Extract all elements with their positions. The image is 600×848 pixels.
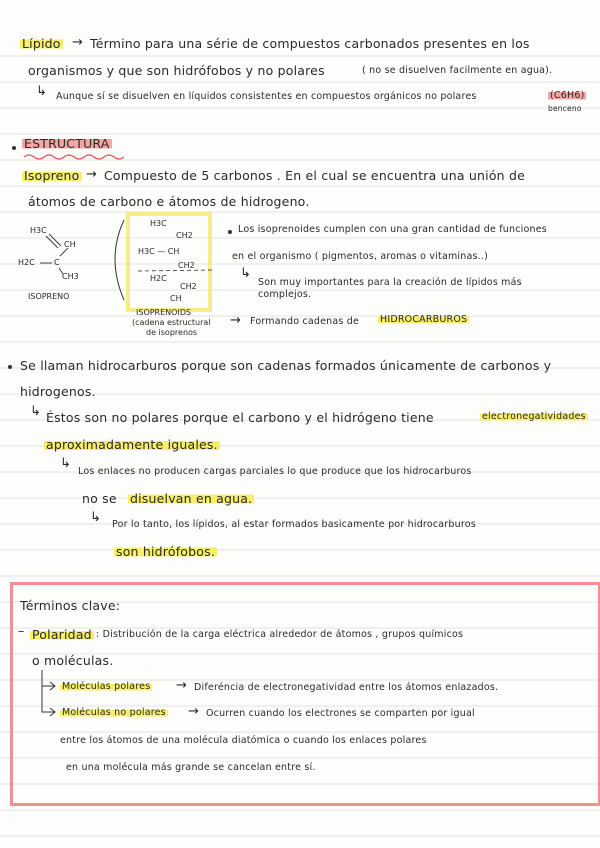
isoprenoid-sublabel: (cadena estructural (132, 318, 211, 327)
estructura-heading: ESTRUCTURA (24, 136, 110, 151)
arrow-icon: → (188, 704, 199, 719)
moleculas-polares-term: Moléculas polares (62, 681, 151, 692)
mol-c: C (54, 258, 60, 267)
branch-arrows-icon (36, 670, 60, 720)
hidro-line3: Éstos son no polares porque el carbono y el hidrógeno tiene (46, 410, 434, 425)
iso-h2c: H2C (150, 274, 167, 283)
hidro-line6: no se (82, 491, 117, 506)
arrow-icon: → (230, 313, 241, 328)
mol-ch: CH (64, 240, 76, 249)
sub-arrow-icon: ↳ (30, 404, 41, 419)
iso-ch: CH (170, 294, 182, 303)
lipido-def-line3: Aunque sí se disuelven en líquidos consistentes en compuestos orgánicos no polares (56, 91, 477, 102)
arrow-icon: → (72, 35, 83, 50)
iso-h3c-ch: H3C — CH (138, 247, 180, 256)
isopreno-term: Isopreno (24, 168, 80, 183)
isoprenoides-note-1: Los isoprenoides cumplen con una gran cantidad de funciones (238, 224, 547, 235)
iso-ch2-1: CH2 (176, 231, 193, 240)
lipido-def-line2: organismos y que son hidrófobos y no polares (28, 63, 325, 78)
son-hidrofobos-hl: son hidrófobos. (116, 544, 216, 559)
iso-ch2-3: CH2 (180, 282, 197, 291)
polaridad-def-2: o moléculas. (32, 653, 114, 668)
isoprene-label: ISOPRENO (28, 292, 70, 301)
electronegatividades-hl: electronegatividades (482, 411, 586, 422)
isoprenoid-label: ISOPRENOIDS (136, 308, 192, 317)
isoprenoid-sublabel2: de isoprenos (146, 328, 198, 337)
formando-label: Formando cadenas de (250, 316, 360, 327)
isopreno-def-line1: Compuesto de 5 carbonos . En el cual se encuentra una unión de (104, 168, 525, 183)
moleculas-polares-def: Diferéncia de electronegatividad entre los átomos enlazados. (194, 682, 499, 693)
arrow-icon: → (176, 678, 187, 693)
benceno-label: benceno (548, 104, 582, 113)
bullet-icon (8, 365, 12, 369)
hidro-line5: Los enlaces no producen cargas parciales lo que produce que los hidrocarburos (78, 466, 472, 477)
lipido-def-line1: Término para una série de compuestos carbonados presentes en los (90, 36, 530, 51)
moleculas-no-polares-def-2: entre los átomos de una molécula diatómica o cuando los enlaces polares (60, 735, 427, 746)
terminos-clave-title: Términos clave: (20, 598, 121, 613)
hidro-line7: Por lo tanto, los lípidos, al estar formados basicamente por hidrocarburos (112, 519, 476, 530)
polaridad-term: Polaridad (32, 627, 92, 642)
benceno-formula: (C6H6) (550, 90, 585, 101)
hidro-line2: hidrogenos. (20, 384, 96, 399)
isopreno-def-line2: átomos de carbono e átomos de hidrogeno. (28, 194, 310, 209)
isoprenoid-dashed-line (0, 0, 230, 320)
polaridad-def-1: : Distribución de la carga eléctrica alrededor de átomos , grupos químicos (96, 629, 464, 640)
dash-icon: – (18, 623, 25, 638)
sub-arrow-icon: ↳ (240, 266, 251, 281)
lipido-def-note: ( no se disuelven facilmente en agua). (362, 65, 553, 76)
sub-arrow-icon: ↳ (60, 456, 71, 471)
arrow-icon: → (86, 167, 97, 182)
bullet-icon (228, 230, 232, 234)
mol-h2c: H2C (18, 258, 35, 267)
importancia-note-2: complejos. (258, 289, 312, 300)
disuelvan-en-agua-hl: disuelvan en agua. (130, 491, 253, 506)
iso-h3c: H3C (150, 219, 167, 228)
isoprenoides-note-2: en el organismo ( pigmentos, aromas o vitaminas..) (232, 251, 489, 262)
moleculas-no-polares-term: Moléculas no polares (62, 707, 166, 718)
moleculas-no-polares-def-1: Ocurren cuando los electrones se comparten por igual (206, 708, 475, 719)
mol-ch3: CH3 (62, 272, 79, 281)
aproximadamente-iguales-hl: aproximadamente iguales. (46, 437, 218, 452)
hidrocarburos-term: HIDROCARBUROS (380, 314, 468, 325)
mol-h3c: H3C (30, 226, 47, 235)
hidro-line1: Se llaman hidrocarburos porque son cadenas formados únicamente de carbonos y (20, 358, 552, 373)
importancia-note-1: Son muy importantes para la creación de lípidos más (258, 277, 522, 288)
sub-arrow-icon: ↳ (90, 510, 101, 525)
iso-ch2-2: CH2 (178, 261, 195, 270)
moleculas-no-polares-def-3: en una molécula más grande se cancelan entre sí. (66, 762, 316, 773)
lipido-term: Lípido (22, 36, 61, 51)
sub-arrow-icon: ↳ (36, 84, 47, 99)
